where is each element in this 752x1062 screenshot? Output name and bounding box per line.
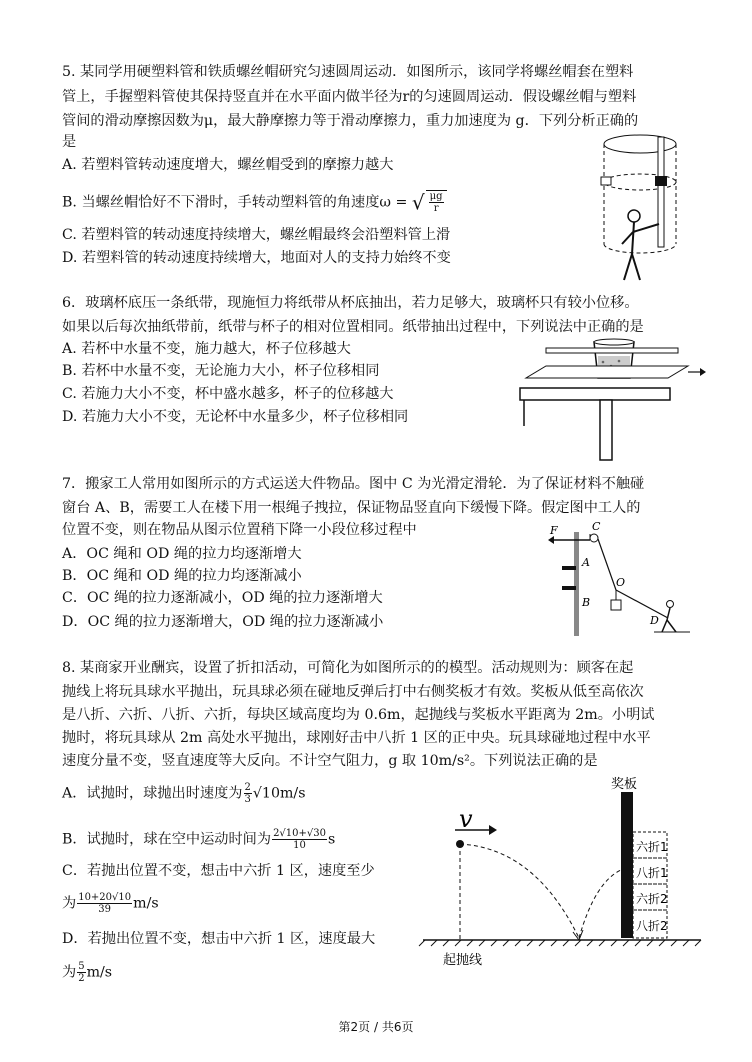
q6-stem-line-2: 如果以后每次抽纸带前，纸带与杯子的相对位置相同。纸带抽出过程中，下列说法中正确的是 [62,319,644,335]
q8-option-d-line-1: D．若抛出位置不变，想击中六折 1 区，速度最大 [62,931,376,947]
q5-option-b-den: r [433,203,439,214]
q8-option-d-line-2 [62,961,112,984]
q8-zone-2: 八折1 [636,866,668,880]
q6-stem-line-1: 6．玻璃杯底压一条纸带，现施恒力将纸带从杯底抽出，若力足够大，玻璃杯只有较小位移。 [62,295,639,311]
q5-stem-line-3: 管间的滑动摩擦因数为μ，最大静摩擦力等于滑动摩擦力，重力加速度为 g．下列分析正确的 [62,113,639,129]
q8-option-d-text: 为 [62,964,77,981]
q7-stem-line-2: 窗台 A、B，需要工人在楼下用一根绳子拽拉，保证物品竖直向下缓慢下降。假定图中工人的 [62,500,641,516]
q7-label-o: O [616,576,626,589]
q5-stem-line-4: 是 [62,134,77,150]
page-footer: 第2页 / 共6页 [338,1020,414,1034]
q8-option-c-text: 为 [62,895,77,912]
q5-option-b-text: B. 当螺丝帽恰好不下滑时，手转动塑料管的角速度ω = [62,194,412,211]
q8-line-label: 起抛线 [443,953,483,968]
q5-stem-line-1: 5. 某同学用硬塑料管和铁质螺丝帽研究匀速圆周运动．如图所示，该同学将螺丝帽套在塑料 [62,64,634,80]
q6-option-c: C. 若施力大小不变，杯中盛水越多，杯子的位移越大 [62,386,394,402]
q8-option-c-line-2 [62,892,159,915]
q5-option-d: D. 若塑料管的转动速度持续增大，地面对人的支持力始终不变 [62,250,451,266]
q8-option-d-num: 5 [78,961,85,972]
q7-label-f: F [550,524,558,537]
q8-figure [415,772,705,972]
q8-option-a-text: A．试抛时，球抛出时速度为 [62,785,243,802]
q6-option-a: A. 若杯中水量不变，施力越大，杯子位移越大 [62,341,351,357]
q7-option-c: C．OC 绳的拉力逐渐减小，OD 绳的拉力逐渐增大 [62,590,383,606]
q8-option-b-unit: s [328,831,336,848]
q7-stem-line-1: 7．搬家工人常用如图所示的方式运送大件物品。图中 C 为光滑定滑轮．为了保证材料不触碰 [62,476,645,492]
q8-option-a-den: 3 [244,794,251,805]
q8-option-b-text: B．试抛时，球在空中运动时间为 [62,831,272,848]
q8-zone-1: 六折1 [636,840,668,854]
q5-option-a: A. 若塑料管转动速度增大，螺丝帽受到的摩擦力越大 [62,157,394,173]
q6-figure [516,336,706,466]
q8-option-a-unit: √10m/s [252,785,306,802]
q5-option-b-num: μg [429,191,443,202]
q7-label-a: A [582,556,590,569]
q7-label-b: B [582,596,591,609]
q7-option-a: A．OC 绳和 OD 绳的拉力均逐渐增大 [62,546,302,562]
q7-option-b: B．OC 绳和 OD 绳的拉力均逐渐减小 [62,568,302,584]
q8-option-a [62,782,305,805]
q8-option-d-unit: m/s [86,964,113,981]
q5-figure [596,132,686,292]
q8-stem-line-1: 8. 某商家开业酬宾，设置了折扣活动，可简化为如图所示的的模型。活动规则为：顾客在起 [62,660,634,676]
q8-board-label: 奖板 [611,777,638,792]
q5-option-b: B. 当螺丝帽恰好不下滑时，手转动塑料管的角速度ω = √ $\frac{\mu g}{r}$ [62,190,447,214]
q5-stem-line-2: 管上，手握塑料管使其保持竖直并在水平面内做半径为r的匀速圆周运动．假设螺丝帽与塑料 [62,89,637,105]
q8-stem-line-3: 是八折、六折、八折、六折，每块区域高度均为 0.6m，起抛线与奖板水平距离为 2m。小明试 [62,707,655,723]
q8-option-a-num: 2 [244,782,251,793]
q6-option-b: B. 若杯中水量不变，无论施力大小，杯子位移相同 [62,363,380,379]
q8-option-b-num: 2√10+√30 [273,828,326,839]
q8-option-c-unit: m/s [133,895,159,912]
q8-option-b [62,828,335,851]
q7-label-d: D [650,614,659,627]
q8-zone-4: 八折2 [636,919,668,933]
q8-option-c-num: 10+20√10 [78,892,132,903]
q8-option-c-line-1: C．若抛出位置不变，想击中六折 1 区，速度至少 [62,863,375,879]
q8-stem-line-5: 速度分量不变，竖直速度等大反向。不计空气阻力，g 取 10m/s²。下列说法正确的是 [62,753,598,769]
q6-option-d: D. 若施力大小不变，无论杯中水量多少，杯子位移相同 [62,409,409,425]
q8-velocity-label: v [459,805,473,833]
q8-option-d-den: 2 [78,973,85,984]
q7-figure [544,520,694,638]
q5-option-c: C. 若塑料管的转动速度持续增大，螺丝帽最终会沿塑料管上滑 [62,227,451,243]
q8-stem-line-4: 抛时，将玩具球从 2m 高处水平抛出，球刚好击中八折 1 区的正中央。玩具球碰地过程中水平 [62,730,651,746]
q8-stem-line-2: 抛线上将玩具球水平抛出，玩具球必须在碰地反弹后打中右侧奖板才有效。奖板从低至高依次 [62,684,644,700]
q7-stem-line-3: 位置不变，则在物品从图示位置稍下降一小段位移过程中 [62,522,417,538]
q7-label-c: C [592,520,601,533]
q8-zone-3: 六折2 [636,892,668,906]
q8-option-b-den: 10 [293,840,306,851]
q8-option-c-den: 39 [98,904,112,915]
q7-option-d: D．OC 绳的拉力逐渐增大，OD 绳的拉力逐渐减小 [62,614,384,630]
